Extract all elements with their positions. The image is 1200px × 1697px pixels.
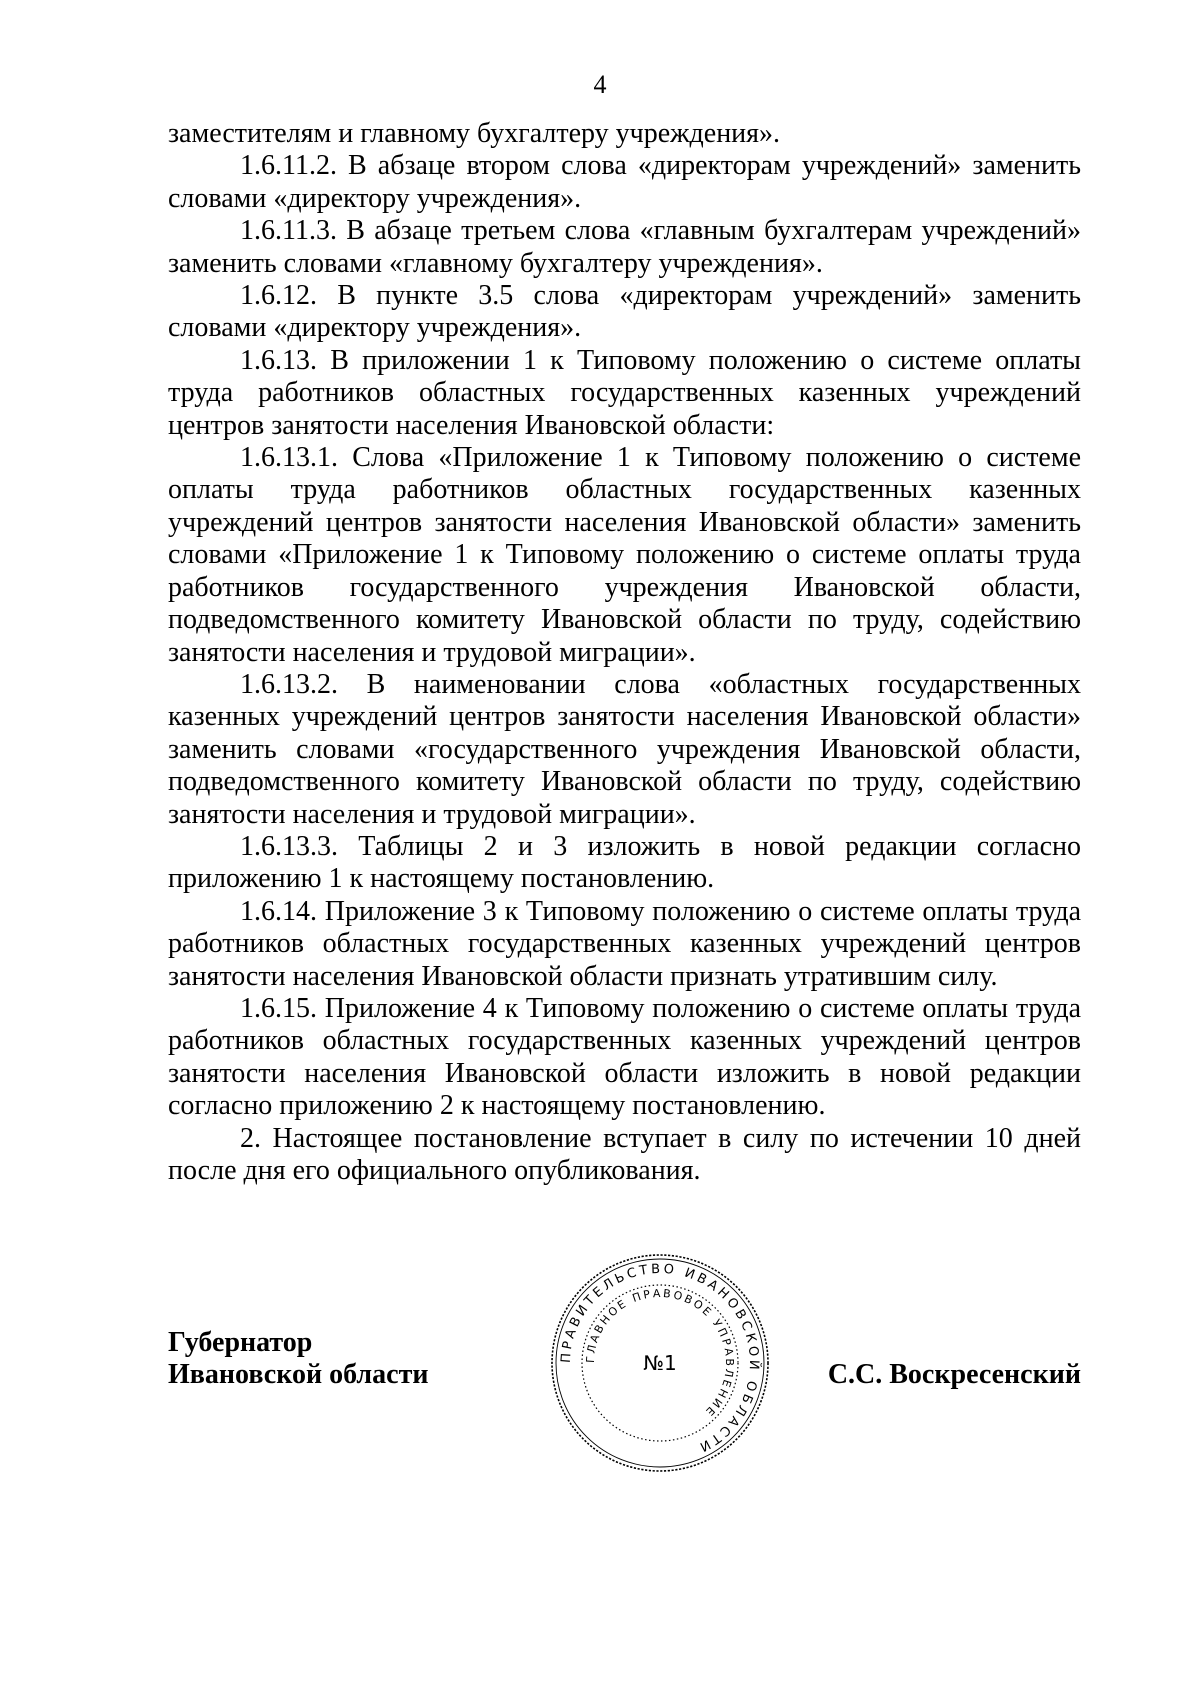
svg-text:ГЛАВНОЕ ПРАВОВОЕ УПРАВЛЕНИЕ: ГЛАВНОЕ ПРАВОВОЕ УПРАВЛЕНИЕ bbox=[583, 1286, 737, 1420]
signatory-name: С.С. Воскресенский bbox=[827, 1359, 1081, 1390]
signatory-position-line1: Губернатор bbox=[168, 1327, 313, 1358]
paragraph: 1.6.11.2. В абзаце втором слова «директорам учреждений» заменить словами «директору учреждения». bbox=[168, 150, 1081, 214]
paragraph: заместителям и главному бухгалтеру учреждения». bbox=[168, 118, 781, 149]
signatory-position-line2: Ивановской области bbox=[168, 1359, 429, 1390]
paragraph: 1.6.12. В пункте 3.5 слова «директорам учреждений» заменить словами «директору учреждения». bbox=[168, 280, 1081, 344]
official-seal bbox=[545, 1248, 775, 1478]
paragraph: 1.6.13.2. В наименовании слова «областных государственных казенных учреждений центров занятости населения Ивановской области» заменить словами «государственного учреждения Ивановской области, подведомственного комитету Ивановской области по труду, содействию занятости населения и трудовой миграции». bbox=[168, 668, 1081, 830]
paragraph: 1.6.13.1. Слова «Приложение 1 к Типовому положению о системе оплаты труда работников областных государственных казенных учреждений центров занятости населения Ивановской области» заменить словами «Приложение 1 к Типовому положению о системе оплаты труда работников государственного учреждения Ивановской области, подведомственного комитету Ивановской области по труду, содействию занятости населения и трудовой миграции». bbox=[168, 442, 1081, 668]
paragraph: 1.6.13. В приложении 1 к Типовому положению о системе оплаты труда работников областных государственных казенных учреждений центров занятости населения Ивановской области: bbox=[168, 344, 1081, 441]
paragraph: 1.6.11.3. В абзаце третьем слова «главным бухгалтерам учреждений» заменить словами «главному бухгалтеру учреждения». bbox=[168, 215, 1081, 279]
paragraph: 1.6.14. Приложение 3 к Типовому положению о системе оплаты труда работников областных государственных казенных учреждений центров занятости населения Ивановской области признать утратившим силу. bbox=[168, 895, 1081, 992]
seal-number: №1 bbox=[643, 1351, 677, 1375]
svg-text:ПРАВИТЕЛЬСТВО ИВАНОВСКОЙ ОБЛАС: ПРАВИТЕЛЬСТВО ИВАНОВСКОЙ ОБЛАСТИ bbox=[558, 1261, 762, 1456]
paragraph: 1.6.15. Приложение 4 к Типовому положению о системе оплаты труда работников областных государственных казенных учреждений центров занятости населения Ивановской области изложить в новой редакции согласно приложению 2 к настоящему постановлению. bbox=[168, 992, 1081, 1122]
document-body bbox=[168, 118, 1081, 1187]
signatory-position bbox=[168, 1327, 428, 1391]
page-number: 4 bbox=[593, 70, 607, 99]
paragraph: 2. Настоящее постановление вступает в силу по истечении 10 дней после дня его официального опубликования. bbox=[168, 1122, 1081, 1186]
paragraph: 1.6.13.3. Таблицы 2 и 3 изложить в новой редакции согласно приложению 1 к настоящему постановлению. bbox=[168, 830, 1081, 895]
